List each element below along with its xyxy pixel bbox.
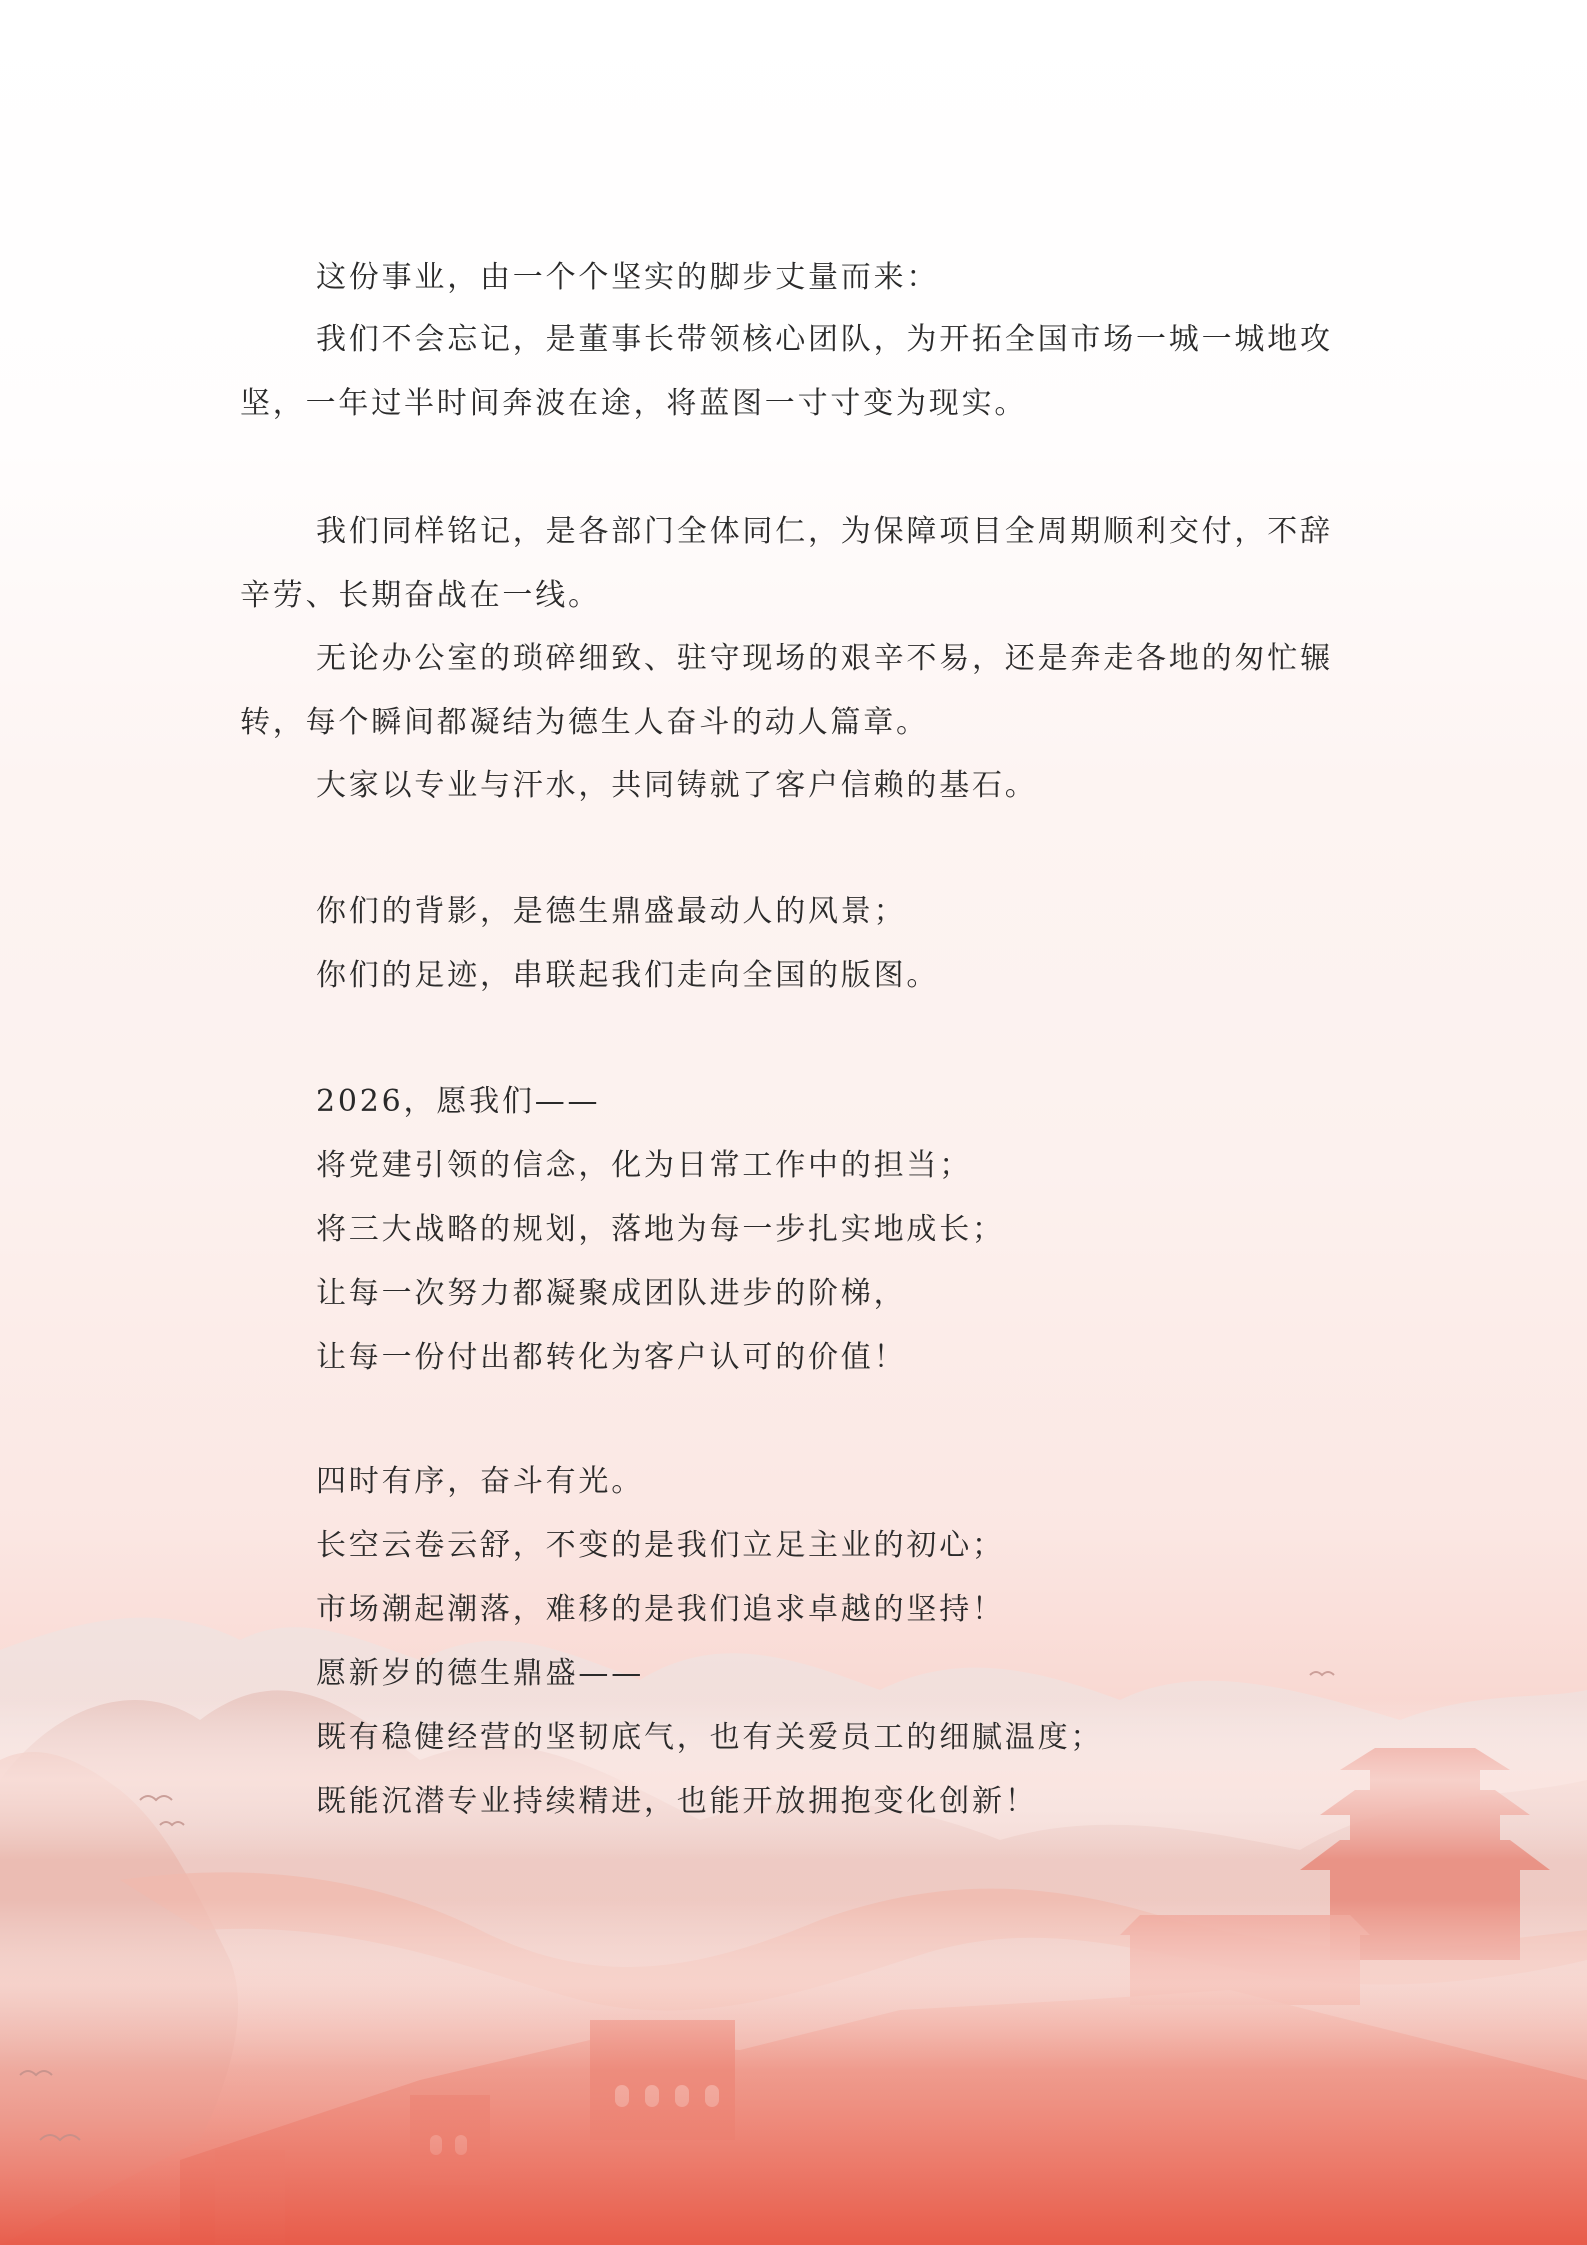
text-line: 让每一次努力都凝聚成团队进步的阶梯， — [316, 1276, 907, 1311]
paragraph-8 — [316, 1450, 1356, 1834]
text-line: 市场潮起潮落，难移的是我们追求卓越的坚持！ — [316, 1592, 1005, 1627]
text-line: 大家以专业与汗水，共同铸就了客户信赖的基石。 — [316, 768, 1038, 803]
text-line: 让每一份付出都转化为客户认可的价值！ — [316, 1340, 907, 1375]
text-line: 将三大战略的规划，落地为每一步扎实地成长； — [316, 1212, 1005, 1247]
text-line: 我们同样铭记，是各部门全体同仁，为保障项目全周期顺利交付，不辞辛劳、长期奋战在一线。 — [240, 514, 1333, 613]
text-line: 你们的足迹，串联起我们走向全国的版图。 — [316, 958, 940, 993]
text-line: 你们的背影，是德生鼎盛最动人的风景； — [316, 894, 907, 929]
paragraph-7 — [316, 1070, 1356, 1390]
paragraph-2 — [240, 308, 1350, 436]
text-line: 长空云卷云舒，不变的是我们立足主业的初心； — [316, 1528, 1005, 1563]
text-line: 我们不会忘记，是董事长带领核心团队，为开拓全国市场一城一城地攻坚，一年过半时间奔波在途，将蓝图一寸寸变为现实。 — [240, 322, 1333, 421]
text-line: 将党建引领的信念，化为日常工作中的担当； — [316, 1148, 972, 1183]
paragraph-3 — [240, 500, 1350, 628]
text-line: 愿新岁的德生鼎盛—— — [316, 1656, 644, 1691]
text-line: 既有稳健经营的坚韧底气，也有关爱员工的细腻温度； — [316, 1720, 1104, 1755]
text-line: 2026，愿我们—— — [316, 1084, 601, 1119]
text-line: 无论办公室的琐碎细致、驻守现场的艰辛不易，还是奔走各地的匆忙辗转，每个瞬间都凝结为德生人奋斗的动人篇章。 — [240, 641, 1333, 740]
text-line: 既能沉潜专业持续精进，也能开放拥抱变化创新！ — [316, 1784, 1038, 1819]
paragraph-1 — [316, 246, 1356, 310]
text-line: 这份事业，由一个个坚实的脚步丈量而来： — [316, 260, 940, 295]
paragraph-5 — [316, 754, 1356, 818]
paragraph-4 — [240, 627, 1350, 755]
text-line: 四时有序，奋斗有光。 — [316, 1464, 644, 1499]
paragraph-6 — [316, 880, 1356, 1008]
